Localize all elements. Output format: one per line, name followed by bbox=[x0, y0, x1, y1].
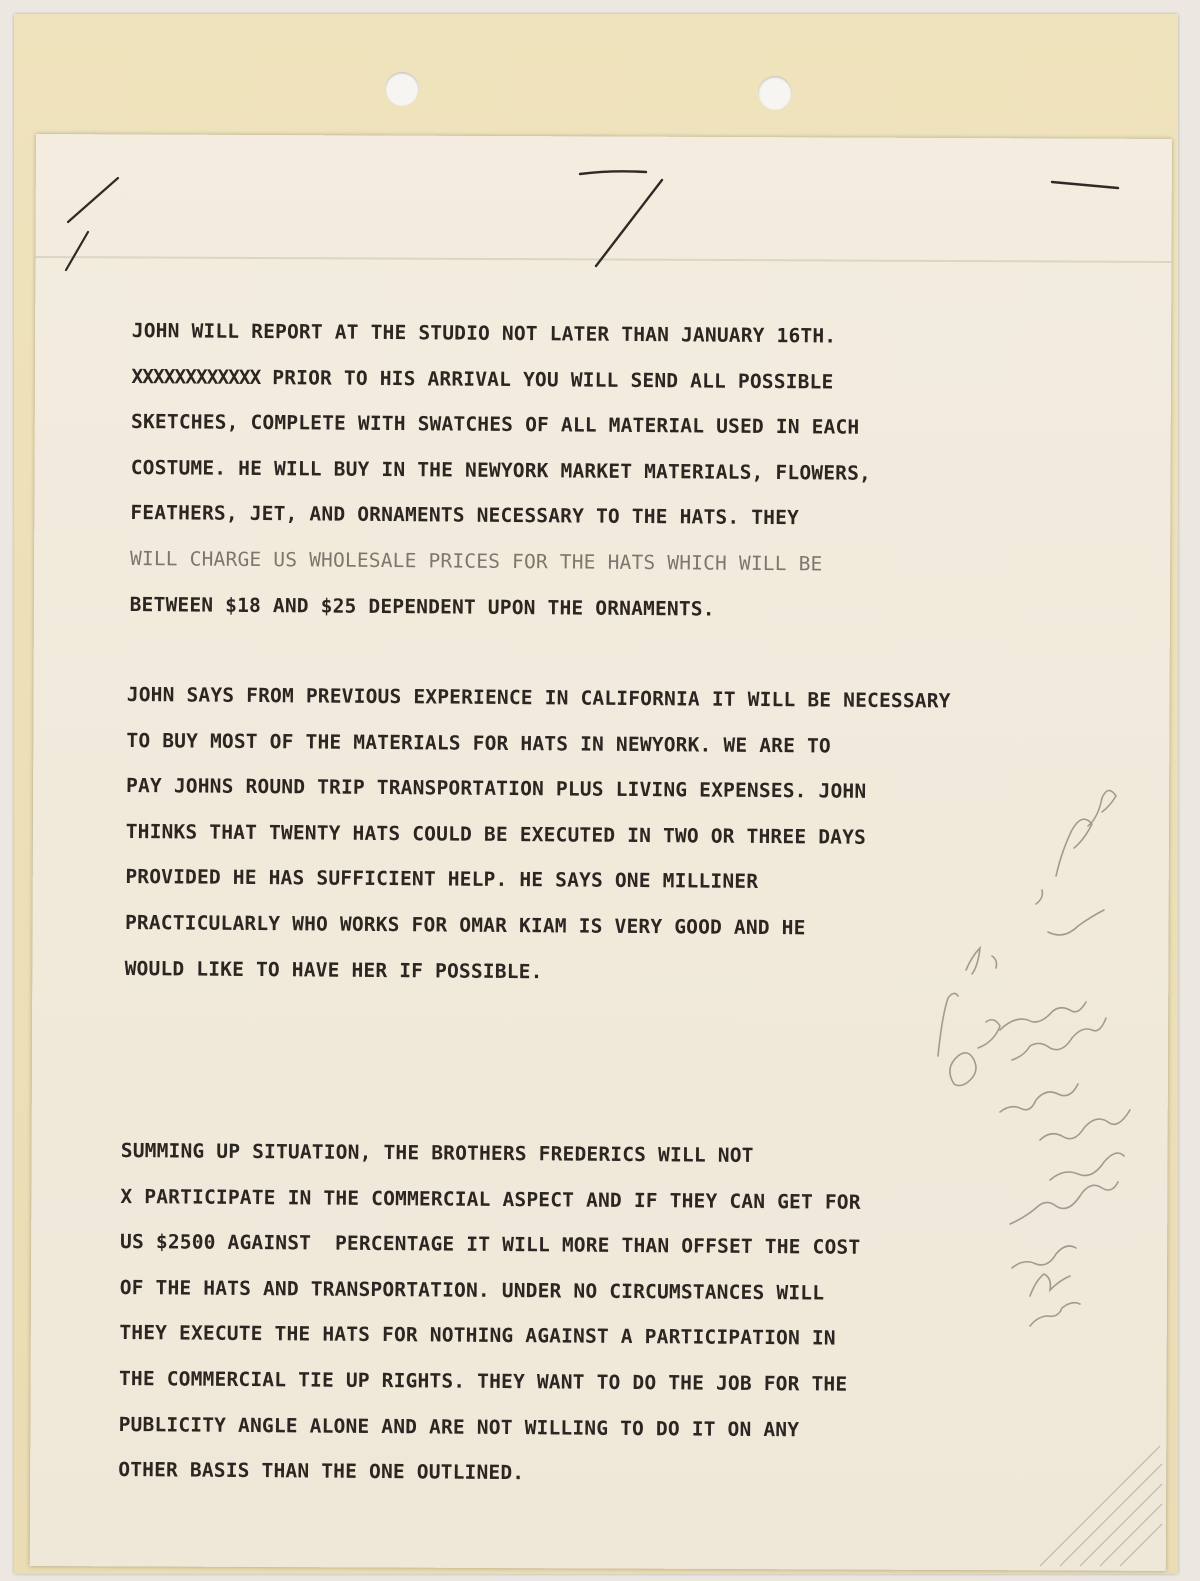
typed-line-with-strikeout bbox=[131, 354, 872, 405]
typed-line: SUMMING UP SITUATION, THE BROTHERS FREDERICS WILL NOT bbox=[120, 1138, 754, 1167]
typed-line: FEATHERS, JET, AND ORNAMENTS NECESSARY TO THE HATS. THEY bbox=[130, 501, 800, 530]
typed-line-faded: WILL CHARGE US WHOLESALE PRICES FOR THE HATS WHICH WILL BE bbox=[129, 546, 823, 576]
paper-corner-wear bbox=[1040, 1446, 1162, 1566]
handwritten-margin-figures bbox=[938, 790, 1130, 1326]
typed-line: X PARTICIPATE IN THE COMMERCIAL ASPECT AND IF THEY CAN GET FOR bbox=[120, 1184, 861, 1214]
struck-out-characters: XXXXXXXXXXXX bbox=[131, 364, 261, 389]
typed-line: JOHN WILL REPORT AT THE STUDIO NOT LATER THAN JANUARY 16TH. bbox=[131, 318, 837, 348]
typed-line: COSTUME. HE WILL BUY IN THE NEWYORK MARKET MATERIALS, FLOWERS, bbox=[130, 455, 872, 485]
typed-line: OF THE HATS AND TRANSPORTATION. UNDER NO CIRCUMSTANCES WILL bbox=[119, 1275, 825, 1305]
paragraph-3 bbox=[118, 1128, 861, 1499]
typed-line: PROVIDED HE HAS SUFFICIENT HELP. HE SAYS ONE MILLINER bbox=[125, 865, 759, 894]
pencil-dash-right bbox=[1052, 182, 1118, 188]
typed-line: PUBLICITY ANGLE ALONE AND ARE NOT WILLING TO DO IT ON ANY bbox=[118, 1412, 800, 1441]
typed-line: PAY JOHNS ROUND TRIP TRANSPORTATION PLUS LIVING EXPENSES. JOHN bbox=[126, 774, 867, 803]
typed-line: SKETCHES, COMPLETE WITH SWATCHES OF ALL MATERIAL USED IN EACH bbox=[131, 410, 860, 439]
typed-line: THE COMMERCIAL TIE UP RIGHTS. THEY WANT TO DO THE JOB FOR THE bbox=[118, 1366, 848, 1396]
typed-line: THINKS THAT TWENTY HATS COULD BE EXECUTED IN TWO OR THREE DAYS bbox=[125, 819, 867, 849]
pencil-slash-center bbox=[580, 171, 662, 266]
paragraph-2 bbox=[124, 672, 950, 998]
typed-line: BETWEEN $18 AND $25 DEPENDENT UPON THE ORNAMENTS. bbox=[129, 592, 715, 621]
typed-line: PRACTICULARLY WHO WORKS FOR OMAR KIAM IS VERY GOOD AND HE bbox=[124, 910, 806, 940]
typed-line: WOULD LIKE TO HAVE HER IF POSSIBLE. bbox=[124, 956, 543, 983]
typed-line: PRIOR TO HIS ARRIVAL YOU WILL SEND ALL POSSIBLE bbox=[272, 365, 834, 394]
pencil-slash-left bbox=[66, 178, 118, 270]
typed-line: THEY EXECUTE THE HATS FOR NOTHING AGAINST A PARTICIPATION IN bbox=[119, 1321, 836, 1350]
typed-line: JOHN SAYS FROM PREVIOUS EXPERIENCE IN CALIFORNIA IT WILL BE NECESSARY bbox=[126, 682, 951, 713]
typed-line: OTHER BASIS THAN THE ONE OUTLINED. bbox=[118, 1458, 525, 1485]
typed-line: TO BUY MOST OF THE MATERIALS FOR HATS IN NEWYORK. WE ARE TO bbox=[126, 728, 832, 758]
paragraph-1 bbox=[129, 308, 872, 633]
typed-line: US $2500 AGAINST PERCENTAGE IT WILL MORE THAN OFFSET THE COST bbox=[120, 1230, 861, 1259]
